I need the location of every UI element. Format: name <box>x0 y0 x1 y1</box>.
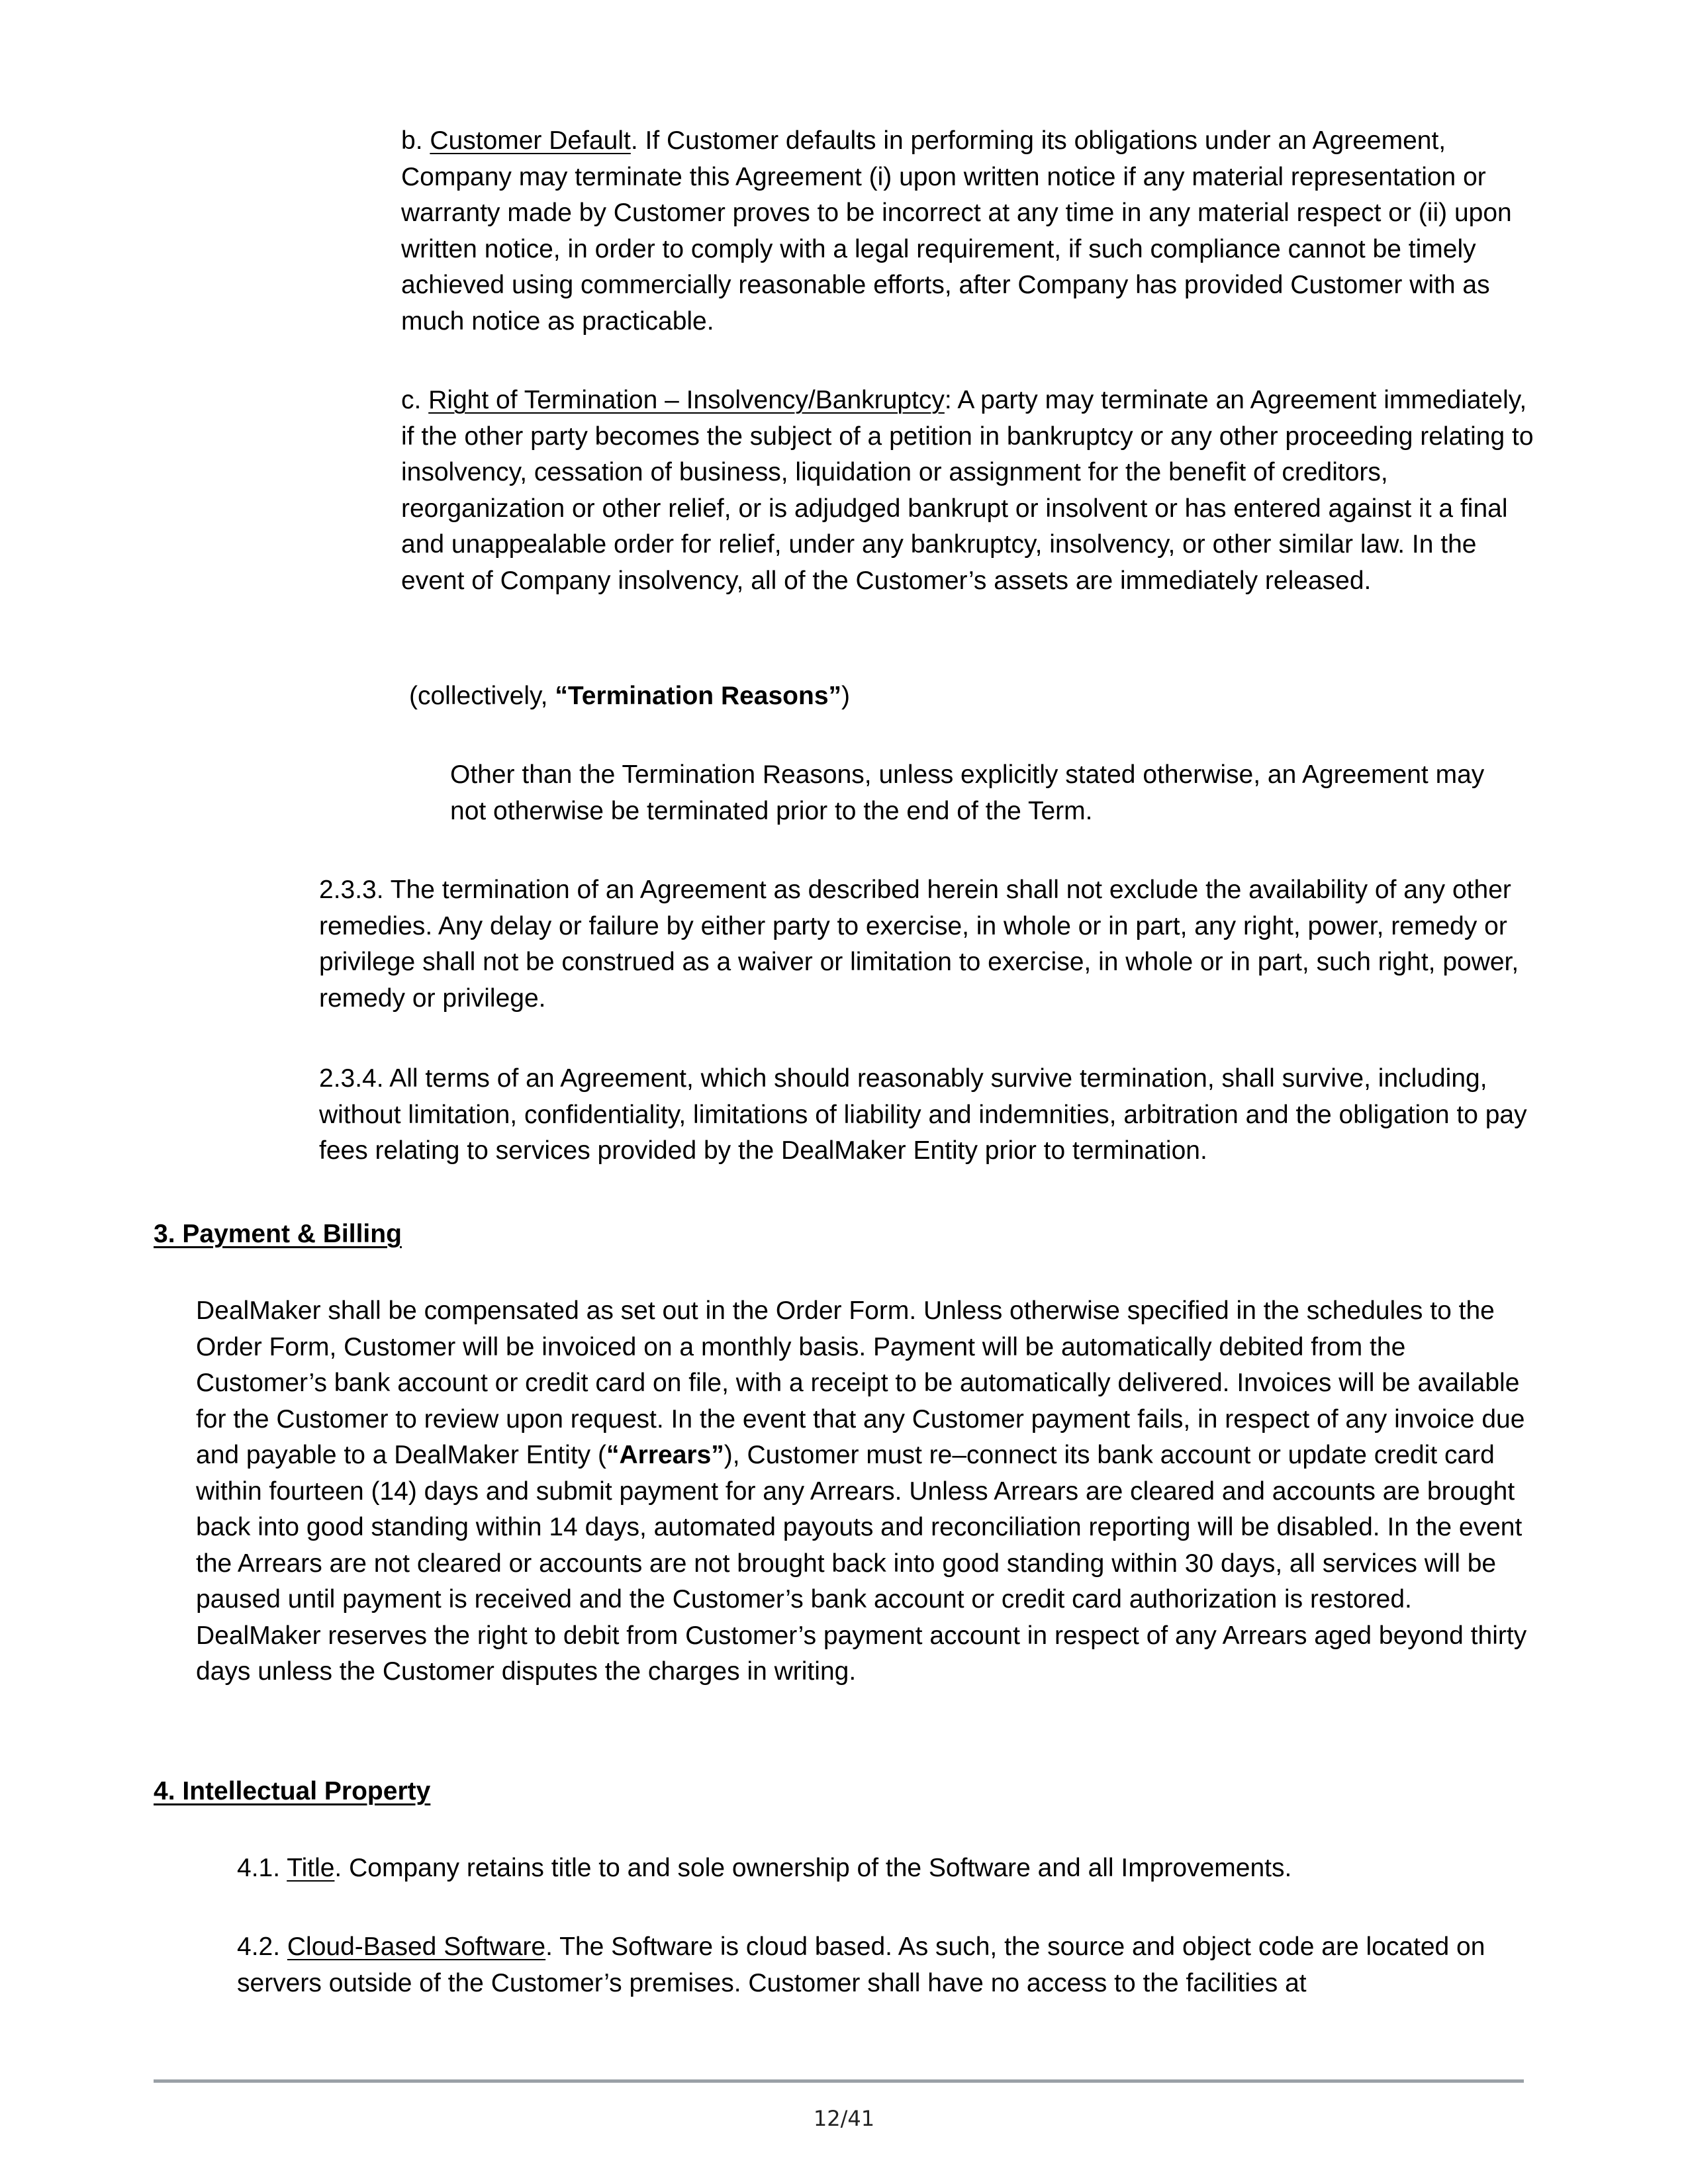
other-than-termination-reasons: Other than the Termination Reasons, unless explicitly stated otherwise, an Agreement may not otherwise be terminated prior to the end of the Term. <box>450 760 1485 825</box>
section-c-body: : A party may terminate an Agreement immediately, if the other party becomes the subject of a petition in bankruptcy or any other proceeding relating to insolvency, cessation of business, liquidation or assignment for the benefit of creditors, reorganization or other relief, or is adjudged bankrupt or insolvent or has entered against it a final and unappealable order for relief, under any bankruptcy, insolvency, or other similar law. In the event of Company insolvency, all of the Customer’s assets are immediately released. <box>401 386 1534 595</box>
section-b-prefix: b. <box>401 126 430 155</box>
section-4-1-title-label: Title <box>287 1854 335 1882</box>
section-b-title: Customer Default <box>430 126 631 155</box>
termination-reasons-term: “Termination Reasons” <box>555 682 842 710</box>
section-c-title: Right of Termination – Insolvency/Bankruptcy <box>428 386 945 414</box>
section-2-3-3: 2.3.3. The termination of an Agreement as described herein shall not exclude the availability of any other remedies. Any delay or failure by either party to exercise, in whole or in part, any right, power, remedy or privilege shall not be construed as a waiver or limitation to exercise, in whole or in part, such right, power, remedy or privilege. <box>319 876 1519 1013</box>
section-4-1-title: 4.1. Title. Company retains title to and sole ownership of the Software and all Improvements. <box>237 1854 1292 1882</box>
section-c-insolvency <box>401 383 1540 599</box>
footer-divider <box>154 2079 1524 2083</box>
section-2-3-4: 2.3.4. All terms of an Agreement, which should reasonably survive termination, shall survive, including, without limitation, confidentiality, limitations of liability and indemnities, arbitration and the obligation to pay fees relating to services provided by the DealMaker Entity prior to termination. <box>319 1064 1527 1165</box>
section-c-prefix: c. <box>401 386 429 414</box>
section-b-customer-default <box>401 123 1540 340</box>
section-4-2-title-label: Cloud-Based Software <box>287 1933 546 1961</box>
payment-billing-body: DealMaker shall be compensated as set out in the Order Form. Unless otherwise specified in the schedules to the Order Form, Customer will be invoiced on a monthly basis. Payment will be automatically debited from the Customer’s bank account or credit card on file, with a receipt to be automatically delivered. Invoices will be available for the Customer to review upon request. In the event that any Customer payment fails, in respect of any invoice due and payable to a DealMaker Entity (“Arrears”), Customer must re–connect its bank account or update credit card within fourteen (14) days and submit payment for any Arrears. Unless Arrears are cleared and accounts are brought back into good standing within 14 days, automated payouts and reconciliation reporting will be disabled. In the event the Arrears are not cleared or accounts are not brought back into good standing within 30 days, all services will be paused until payment is received and the Customer’s bank account or credit card authorization is restored. DealMaker reserves the right to debit from Customer’s payment account in respect of any Arrears aged beyond thirty days unless the Customer disputes the charges in writing. <box>196 1297 1527 1686</box>
heading-payment-billing: 3. Payment & Billing <box>154 1220 402 1248</box>
page-number: 12/41 <box>813 2106 875 2131</box>
heading-intellectual-property: 4. Intellectual Property <box>154 1777 431 1805</box>
collectively-termination-reasons: (collectively, “Termination Reasons”) <box>409 682 851 710</box>
arrears-term: “Arrears” <box>606 1441 724 1469</box>
section-4-2-cloud-based-software: 4.2. Cloud-Based Software. The Software is cloud based. As such, the source and object code are located on servers outside of the Customer’s premises. Customer shall have no access to the facilities at <box>237 1933 1485 1997</box>
section-b-body: . If Customer defaults in performing its obligations under an Agreement, Company may terminate this Agreement (i) upon written notice if any material representation or warranty made by Customer proves to be incorrect at any time in any material respect or (ii) upon written notice, in order to comply with a legal requirement, if such compliance cannot be timely achieved using commercially reasonable efforts, after Company has provided Customer with as much notice as practicable. <box>401 126 1512 336</box>
